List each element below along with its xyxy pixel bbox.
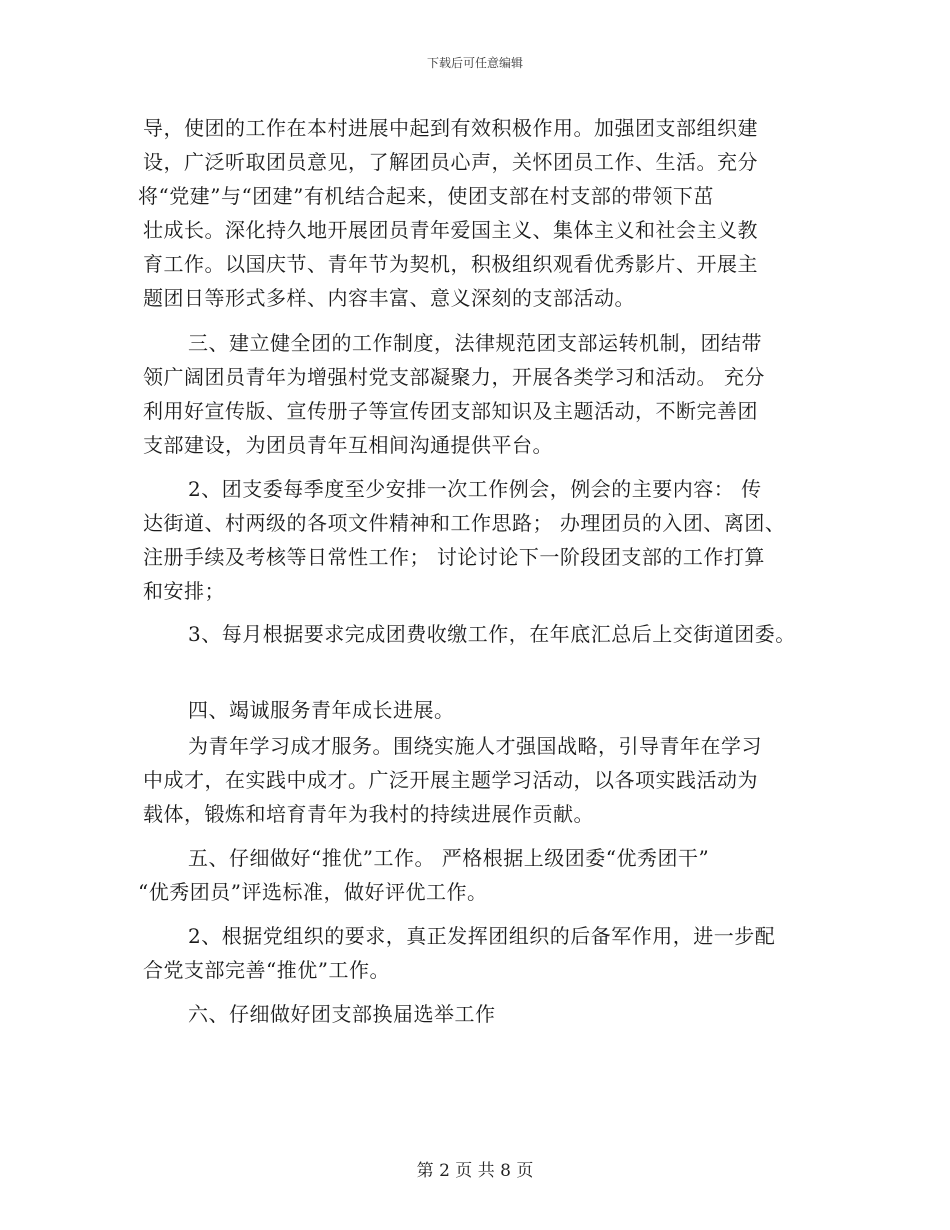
body-line: 将“党建”与“团建”有机结合起来，使团支部在村支部的带领下茁: [138, 184, 714, 208]
section-heading: 四、竭诚服务青年成长进展。: [188, 698, 455, 722]
body-line: 注册手续及考核等日常性工作； 讨论讨论下一阶段团支部的工作打算: [143, 545, 765, 569]
body-line: 为青年学习成才服务。围绕实施人才强国战略，引导青年在学习: [188, 734, 762, 758]
body-line: 合党支部完善“推优”工作。: [143, 958, 390, 982]
body-line: 达街道、村两级的各项文件精神和工作思路； 办理团员的入团、离团、: [143, 511, 786, 535]
body-line: 题团日等形式多样、内容丰富、意义深刻的支部活动。: [143, 286, 635, 310]
body-line: “优秀团员”评选标准，做好评优工作。: [138, 880, 488, 904]
body-line: 2、根据党组织的要求，真正发挥团组织的后备军作用，进一步配: [188, 924, 776, 948]
header-note: 下载后可任意编辑: [426, 56, 523, 70]
body-line: 利用好宣传版、宣传册子等宣传团支部知识及主题活动，不断完善团: [143, 399, 758, 423]
body-line: 导，使团的工作在本村进展中起到有效积极作用。加强团支部组织建: [143, 116, 758, 140]
section-heading: 六、仔细做好团支部换届选举工作: [188, 1002, 496, 1026]
body-line: 设，广泛听取团员意见，了解团员心声，关怀团员工作、生活。充分: [143, 150, 758, 174]
body-line: 3、每月根据要求完成团费收缴工作，在年底汇总后上交街道团委。: [188, 622, 796, 646]
section-heading: 三、建立健全团的工作制度，法律规范团支部运转机制，团结带: [188, 331, 762, 355]
body-line: 支部建设，为团员青年互相间沟通提供平台。: [143, 433, 553, 457]
page-number: 第 2 页 共 8 页: [416, 1161, 534, 1181]
body-line: 和安排；: [143, 579, 225, 603]
body-line: 育工作。以国庆节、青年节为契机，积极组织观看优秀影片、开展主: [143, 252, 758, 276]
body-line: 中成才，在实践中成才。广泛开展主题学习活动，以各项实践活动为: [143, 768, 758, 792]
section-heading: 五、仔细做好“推优”工作。 严格根据上级团委“优秀团干”: [188, 846, 710, 870]
body-line: 壮成长。深化持久地开展团员青年爱国主义、集体主义和社会主义教: [143, 218, 758, 242]
body-line: 载体，锻炼和培育青年为我村的持续进展作贡献。: [143, 802, 594, 826]
body-line: 2、团支委每季度至少安排一次工作例会，例会的主要内容： 传: [188, 477, 762, 501]
body-line: 领广阔团员青年为增强村党支部凝聚力，开展各类学习和活动。 充分: [143, 365, 765, 389]
